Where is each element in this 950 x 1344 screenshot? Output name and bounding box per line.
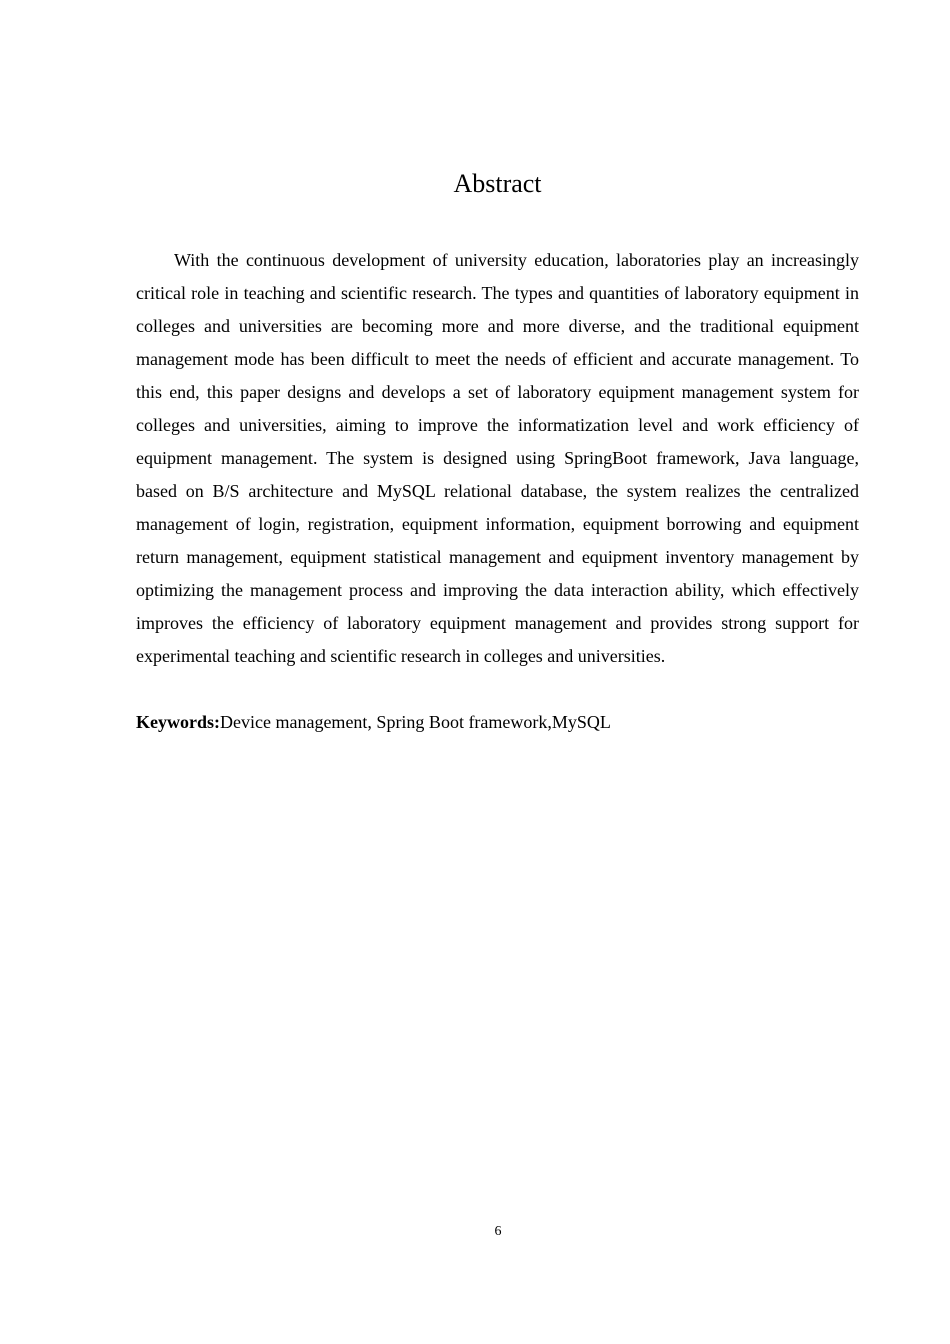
keywords-text: Device management, Spring Boot framework,MySQL xyxy=(220,712,611,732)
page-number: 6 xyxy=(494,1224,502,1239)
page-title: Abstract xyxy=(453,169,542,198)
keywords-line xyxy=(136,706,859,739)
abstract-paragraph: With the continuous development of university education, laboratories play an increasingly critical role in teaching and scientific research. The types and quantities of laboratory equipment in colleges and universities are becoming more and more diverse, and the traditional equipment management mode has been difficult to meet the needs of efficient and accurate management. To this end, this paper designs and develops a set of laboratory equipment management system for colleges and universities, aiming to improve the informatization level and work efficiency of equipment management. The system is designed using SpringBoot framework, Java language, based on B/S architecture and MySQL relational database, the system realizes the centralized management of login, registration, equipment information, equipment borrowing and equipment return management, equipment statistical management and equipment inventory management by optimizing the management process and improving the data interaction ability, which effectively improves the efficiency of laboratory equipment management and provides strong support for experimental teaching and scientific research in colleges and universities. xyxy=(136,250,859,666)
keywords-label: Keywords: xyxy=(136,712,220,732)
